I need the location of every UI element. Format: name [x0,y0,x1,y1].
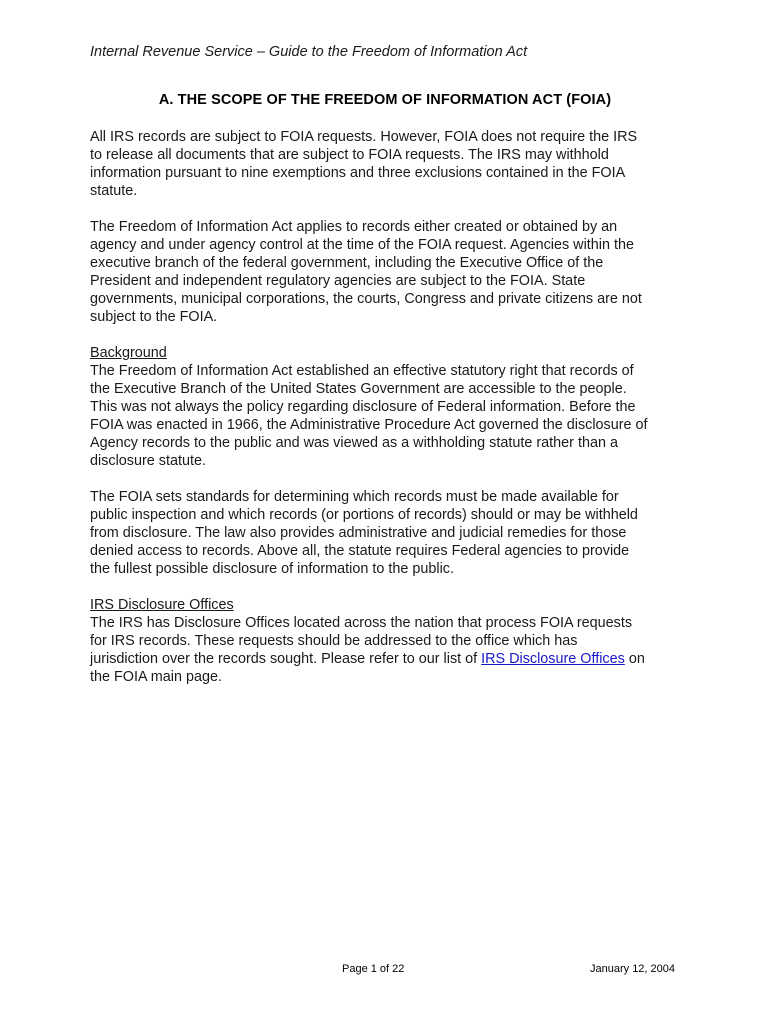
background-heading: Background [90,345,167,361]
document-date: January 12, 2004 [590,963,676,975]
text-fragment: jurisdiction over the records sought. Please refer to our list of [90,651,482,667]
text-line: FOIA was enacted in 1966, the Administrative Procedure Act governed the disclosure of [90,417,648,433]
section-title: A. THE SCOPE OF THE FREEDOM OF INFORMATION ACT (FOIA) [158,92,612,108]
text-line: denied access to records. Above all, the statute requires Federal agencies to provide [90,543,630,559]
paragraph-scope [90,128,680,200]
text-line: to release all documents that are subject to FOIA requests. The IRS may withhold [90,147,609,163]
text-line: This was not always the policy regarding disclosure of Federal information. Before the [90,399,636,415]
text-line: The Freedom of Information Act applies to records either created or obtained by an [90,219,618,235]
running-header: Internal Revenue Service – Guide to the Freedom of Information Act [90,44,528,60]
text-line: The Freedom of Information Act established an effective statutory right that records of [90,363,634,379]
irs-disclosure-offices-link[interactable]: IRS Disclosure Offices [481,651,625,667]
text-line: disclosure statute. [90,453,206,469]
document-body [90,128,680,704]
page-number: Page 1 of 22 [342,963,405,975]
text-line: statute. [90,183,138,199]
paragraph-background [90,344,680,470]
text-line-with-link [90,650,680,668]
text-line: for IRS records. These requests should be addressed to the office which has [90,633,578,649]
text-line: the Executive Branch of the United States Government are accessible to the people. [90,381,627,397]
paragraph-standards [90,488,680,578]
text-line: The IRS has Disclosure Offices located across the nation that process FOIA requests [90,615,633,631]
text-line: governments, municipal corporations, the courts, Congress and private citizens are not [90,291,642,307]
paragraph-disclosure-offices [90,596,680,686]
text-line: agency and under agency control at the time of the FOIA request. Agencies within the [90,237,634,253]
text-line: The FOIA sets standards for determining which records must be made available for [90,489,619,505]
text-line: Agency records to the public and was viewed as a withholding statute rather than a [90,435,618,451]
text-line: information pursuant to nine exemptions and three exclusions contained in the FOIA [90,165,626,181]
paragraph-applicability [90,218,680,326]
text-fragment: on [624,651,645,667]
disclosure-offices-heading: IRS Disclosure Offices [90,597,234,613]
text-line: from disclosure. The law also provides administrative and judicial remedies for those [90,525,627,541]
text-line: executive branch of the federal government, including the Executive Office of the [90,255,604,271]
text-line: the fullest possible disclosure of information to the public. [90,561,454,577]
text-line: All IRS records are subject to FOIA requests. However, FOIA does not require the IRS [90,129,638,145]
text-line: President and independent regulatory agencies are subject to the FOIA. State [90,273,586,289]
text-line: the FOIA main page. [90,669,222,685]
text-line: public inspection and which records (or portions of records) should or may be withheld [90,507,638,523]
text-line: subject to the FOIA. [90,309,218,325]
